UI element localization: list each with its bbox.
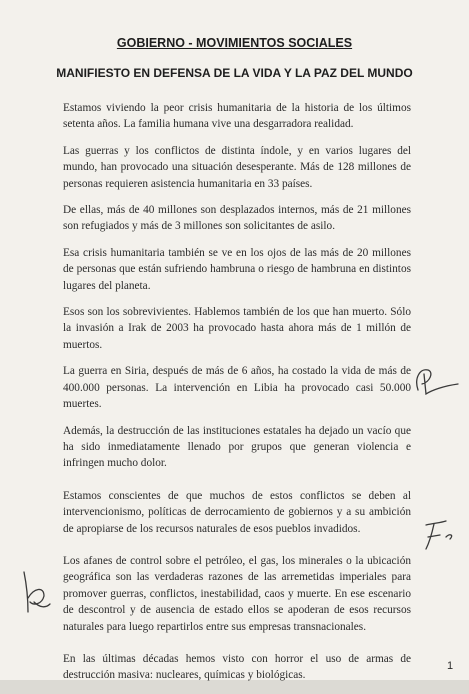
paragraph: Estamos conscientes de que muchos de estos conflictos se deben al intervencionismo, políticas de derrocamiento de gobiernos y a su ambición de apropiarse de los recursos naturales de esos pueblos invadidos. (63, 489, 411, 535)
paragraph: Además, la destrucción de las instituciones estatales ha dejado un vacío que ha sido inmediatamente llenado por grupos que generan violencia e infringen mucho dolor. (63, 424, 411, 470)
document-title: MANIFIESTO EN DEFENSA DE LA VIDA Y LA PAZ DEL MUNDO (56, 66, 413, 80)
handwritten-initial-right-2 (420, 515, 460, 555)
handwritten-initial-right-1 (410, 360, 460, 400)
document-header: GOBIERNO - MOVIMIENTOS SOCIALES (116, 36, 353, 50)
paragraph: Los afanes de control sobre el petróleo, el gas, los minerales o la ubicación geográfica son las verdaderas razones de las arremetidas imperiales para promover guerras, conflictos, inestabilidad, caos y muerte. En ese escenario de descontrol y de ausencia de estado ellos se apoderan de esos recursos naturales para luego repartirlos entre sus empresas transnacionales. (63, 554, 411, 633)
paragraph: Esa crisis humanitaria también se ve en los ojos de las más de 20 millones de personas que están sufriendo hambruna o riesgo de hambruna en distintos lugares del planeta. (63, 246, 411, 292)
paragraph: Estamos viviendo la peor crisis humanitaria de la historia de los últimos setenta años. La familia humana vive una desgarradora realidad. (63, 102, 411, 131)
paragraph: La guerra en Siria, después de más de 6 años, ha costado la vida de más de 400.000 personas. La intervención en Libia ha provocado casi 50.000 muertes. (63, 365, 411, 411)
document-body (63, 100, 411, 694)
paragraph: De ellas, más de 40 millones son desplazados internos, más de 21 millones son refugiados y más de 3 millones son solicitantes de asilo. (63, 204, 411, 233)
paragraph: Las guerras y los conflictos de distinta índole, y en varios lugares del mundo, han provocado una situación desesperante. Más de 128 millones de personas requieren asistencia humanitaria en 33 países. (63, 144, 411, 190)
page-number: 1 (447, 660, 454, 672)
handwritten-initial-left (16, 568, 56, 618)
paragraph: Esos son los sobrevivientes. Hablemos también de los que han muerto. Sólo la invasión a Irak de 2003 ha provocado hasta ahora más de 1 millón de muertos. (63, 306, 411, 351)
paragraph: En las últimas décadas hemos visto con horror el uso de armas de destrucción masiva: nucleares, químicas y biológicas. (63, 652, 411, 682)
